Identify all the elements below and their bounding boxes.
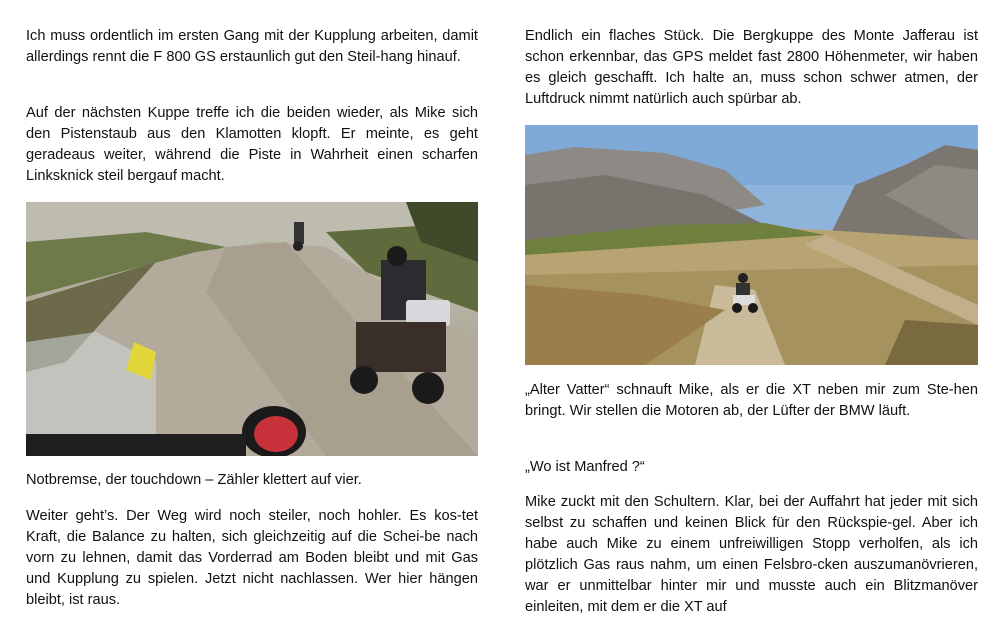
paragraph: Ich muss ordentlich im ersten Gang mit der Kupplung arbeiten, damit allerdings rennt die F 800 GS erstaunlich gut den Steil-hang hinauf. bbox=[26, 28, 478, 65]
paragraph: Endlich ein flaches Stück. Die Bergkuppe des Monte Jafferau ist schon erkennbar, das GPS meldet fast 2800 Höhenmeter, wir haben es gleich geschafft. Ich halte an, muss schon schwer atmen, der Luftdruck nimmt natürlich auch spürbar ab. bbox=[525, 28, 978, 107]
paragraph: „Wo ist Manfred ?“ bbox=[525, 459, 645, 475]
paragraph: Auf der nächsten Kuppe treffe ich die beiden wieder, als Mike sich den Pistenstaub aus den Klamotten klopft. Er meinte, es geht geradeaus weiter, während die Piste in Wahrheit einen scharfen Linksknick steil bergauf macht. bbox=[26, 105, 478, 184]
photo-mountain-plateau-rider bbox=[525, 125, 978, 365]
paragraph: Mike zuckt mit den Schultern. Klar, bei der Auffahrt hat jeder mit sich selbst zu schaffen und keinen Blick für den Rückspie-gel. Aber ich habe auch Mike zu einem unfreiwilligen Stopp verholfen, als ich plötzlich Gas raus nahm, um einen Felsbro-cken auszumanövrieren, war er unmittelbar hinter mir und musste auch ein Blitzmanöver einleiten, mit dem er die XT auf bbox=[525, 494, 978, 615]
paragraph: „Alter Vatter“ schnauft Mike, als er die XT neben mir zum Ste-hen bringt. Wir stellen die Motoren ab, der Lüfter der BMW läuft. bbox=[525, 382, 978, 419]
paragraph: Notbremse, der touchdown – Zähler klettert auf vier. bbox=[26, 472, 362, 488]
paragraph: Weiter geht’s. Der Weg wird noch steiler, noch hohler. Es kos-tet Kraft, die Balance zu halten, sich gleichzeitig auf die Schei-be nach vorn zu lehnen, damit das Vorderrad am Boden bleibt und mit Gas und Kupplung zu spielen. Jetzt nicht nachlassen. Wer hier hängen bleibt, ist raus. bbox=[26, 508, 478, 608]
photo-dirt-road-motorcycles bbox=[26, 202, 478, 456]
